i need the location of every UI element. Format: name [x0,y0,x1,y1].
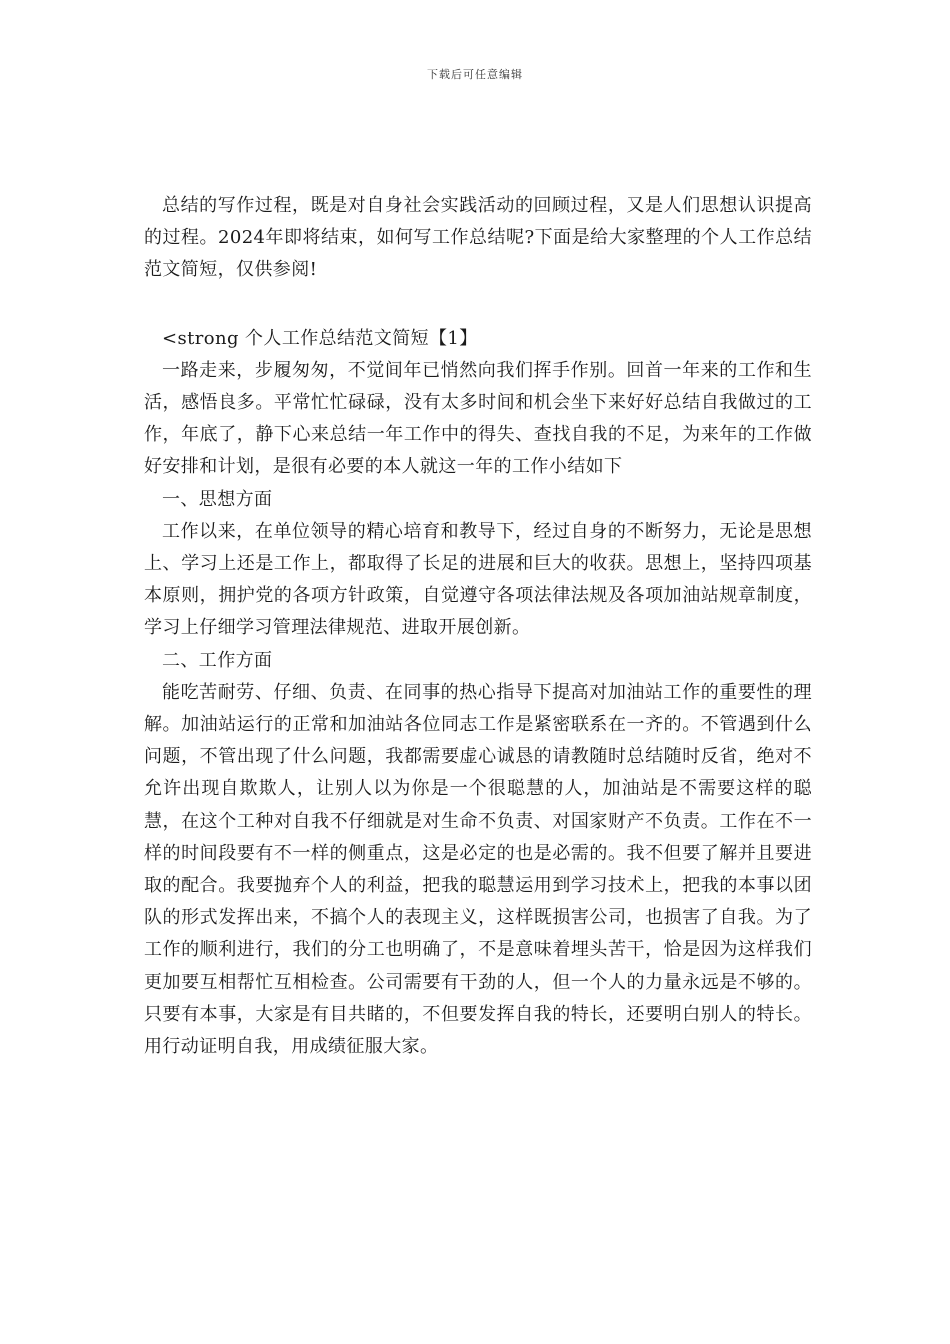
intro-paragraph: 总结的写作过程，既是对自身社会实践活动的回顾过程，又是人们思想认识提高的过程。2024年即将结束，如何写工作总结呢?下面是给大家整理的个人工作总结范文简短，仅供参阅! [144,195,812,281]
section-2-paragraph: 能吃苦耐劳、仔细、负责、在同事的热心指导下提高对加油站工作的重要性的理解。加油站运行的正常和加油站各位同志工作是紧密联系在一齐的。不管遇到什么问题，不管出现了什么问题，我都需要虚心诚恳的请教随时总结随时反省，绝对不允许出现自欺欺人，让别人以为你是一个很聪慧的人，加油站是不需要这样的聪慧，在这个工种对自我不仔细就是对生命不负责、对国家财产不负责。工作在不一样的时间段要有不一样的侧重点，这是必定的也是必需的。我不但要了解并且要进取的配合。我要抛弃个人的利益，把我的聪慧运用到学习技术上，把我的本事以团队的形式发挥出来，不搞个人的表现主义，这样既损害公司，也损害了自我。为了工作的顺利进行，我们的分工也明确了，不是意味着埋头苦干，恰是因为这样我们更加要互相帮忙互相检查。公司需要有干劲的人，但一个人的力量永远是不够的。只要有本事，大家是有目共睹的，不但要发挥自我的特长，还要明白别人的特长。用行动证明自我，用成绩征服大家。 [144,681,812,1058]
page-header: 下载后可任意编辑 [427,68,523,81]
paragraph-gap [144,287,812,323]
document-body [144,190,812,1063]
paragraph-1: 一路走来，步履匆匆，不觉间年已悄然向我们挥手作别。回首一年来的工作和生活，感悟良多。平常忙忙碌碌，没有太多时间和机会坐下来好好总结自我做过的工作，年底了，静下心来总结一年工作中的得失、查找自我的不足，为来年的工作做好安排和计划，是很有必要的本人就这一年的工作小结如下 [144,359,812,478]
section-1-heading: 一、思想方面 [162,488,273,510]
section-2-heading: 二、工作方面 [162,649,273,671]
article-title: <strong 个人工作总结范文简短【1】 [162,327,478,349]
section-1-paragraph: 工作以来，在单位领导的精心培育和教导下，经过自身的不断努力，无论是思想上、学习上还是工作上，都取得了长足的进展和巨大的收获。思想上，坚持四项基本原则，拥护党的各项方针政策，自觉遵守各项法律法规及各项加油站规章制度，学习上仔细学习管理法律规范、进取开展创新。 [144,520,812,639]
